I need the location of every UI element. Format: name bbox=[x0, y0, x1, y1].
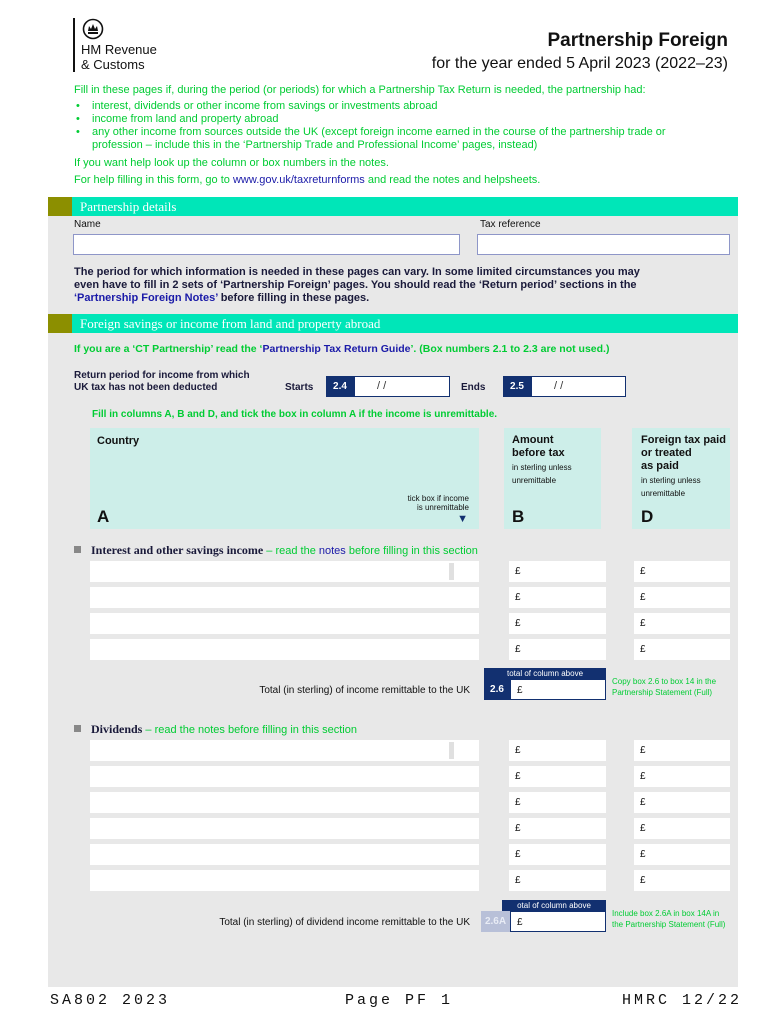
dividend-amount-input-3[interactable]: £ bbox=[509, 792, 606, 813]
section-bullet-icon bbox=[74, 725, 81, 732]
hmrc-logo bbox=[73, 18, 173, 74]
interest-country-input-1[interactable] bbox=[90, 561, 479, 582]
return-period-label-1: Return period for income from which bbox=[74, 370, 250, 381]
start-date-input[interactable]: / / bbox=[354, 376, 450, 397]
dividend-tax-input-4[interactable]: £ bbox=[634, 818, 730, 839]
dividend-country-input-5[interactable] bbox=[90, 844, 479, 865]
name-input[interactable] bbox=[73, 234, 460, 255]
section-bullet-icon bbox=[74, 546, 81, 553]
interest-country-input-2[interactable] bbox=[90, 587, 479, 608]
dividend-copy-note-2: the Partnership Statement (Full) bbox=[612, 920, 726, 929]
column-d-title-3: as paid bbox=[641, 460, 679, 472]
starts-label: Starts bbox=[285, 382, 314, 393]
taxreturnforms-link[interactable]: www.gov.uk/taxreturnforms bbox=[232, 174, 365, 186]
interest-amount-input-4[interactable]: £ bbox=[509, 639, 606, 660]
column-a-tick-note-2: is unremittable bbox=[416, 503, 469, 512]
down-arrow-icon: ▼ bbox=[457, 513, 468, 525]
column-d-title-1: Foreign tax paid bbox=[641, 434, 726, 446]
return-period-label-2: UK tax has not been deducted bbox=[74, 382, 218, 393]
column-b-header bbox=[504, 428, 601, 529]
intro-bullet-3-cont: profession – include this in the ‘Partnership Trade and Professional Income’ pages, instead) bbox=[92, 139, 538, 151]
interest-tax-input-3[interactable]: £ bbox=[634, 613, 730, 634]
box-2-6-number: 2.6 bbox=[484, 679, 510, 700]
column-d-note-2: unremittable bbox=[641, 489, 686, 498]
dividends-section-title: Dividends – read the notes before filling in this section bbox=[91, 722, 357, 736]
intro-bullet-1: • interest, dividends or other income from savings or investments abroad bbox=[92, 100, 437, 113]
interest-amount-input-1[interactable]: £ bbox=[509, 561, 606, 582]
column-d-letter: D bbox=[641, 507, 654, 526]
partnership-foreign-notes-link[interactable]: ‘Partnership Foreign Notes’ bbox=[74, 292, 218, 304]
dividend-country-input-2[interactable] bbox=[90, 766, 479, 787]
interest-country-input-3[interactable] bbox=[90, 613, 479, 634]
ct-partnership-note: If you are a ‘CT Partnership’ read the ‘Partnership Tax Return Guide’. (Box numbers 2.1 to 2.3 are not used.) bbox=[74, 343, 610, 355]
box-2-5-number: 2.5 bbox=[503, 376, 531, 397]
dividend-copy-note-1: Include box 2.6A in box 14A in bbox=[612, 909, 720, 918]
interest-tax-input-1[interactable]: £ bbox=[634, 561, 730, 582]
scrollbar[interactable] bbox=[449, 563, 454, 580]
box-2-6a-number: 2.6A bbox=[481, 911, 510, 932]
crest-icon bbox=[82, 18, 104, 40]
dividend-total-label: Total (in sterling) of dividend income remittable to the UK bbox=[219, 917, 470, 928]
column-b-title-1: Amount bbox=[512, 434, 554, 446]
intro-help-2: For help filling in this form, go to www.gov.uk/taxreturnforms and read the notes and helpsheets. bbox=[74, 174, 541, 186]
column-a-letter: A bbox=[97, 507, 110, 526]
interest-tax-input-4[interactable]: £ bbox=[634, 639, 730, 660]
band-tab bbox=[48, 197, 72, 216]
intro-bullet-2: • income from land and property abroad bbox=[92, 113, 279, 126]
dividend-amount-input-6[interactable]: £ bbox=[509, 870, 606, 891]
column-d-header bbox=[632, 428, 730, 529]
interest-total-input[interactable]: £ bbox=[510, 679, 606, 700]
fill-columns-instruction: Fill in columns A, B and D, and tick the box in column A if the income is unremittable. bbox=[92, 409, 498, 420]
box-2-4-number: 2.4 bbox=[326, 376, 354, 397]
dividend-country-input-4[interactable] bbox=[90, 818, 479, 839]
dividend-tax-input-3[interactable]: £ bbox=[634, 792, 730, 813]
interest-notes-link[interactable]: notes bbox=[318, 545, 346, 557]
column-a-tick-note-1: tick box if income bbox=[407, 494, 469, 503]
interest-copy-note-1: Copy box 2.6 to box 14 in the bbox=[612, 677, 717, 686]
column-d-note-1: in sterling unless bbox=[641, 476, 701, 485]
dividend-tax-input-1[interactable]: £ bbox=[634, 740, 730, 761]
logo-line-2: & Customs bbox=[81, 57, 145, 72]
period-note-1: The period for which information is needed in these pages can vary. In some limited circumstances you may bbox=[74, 266, 640, 278]
form-title: Partnership Foreign bbox=[547, 30, 728, 51]
hmrc-version: HMRC 12/22 bbox=[621, 992, 742, 1009]
dividend-amount-input-1[interactable]: £ bbox=[509, 740, 606, 761]
logo-line-1: HM Revenue bbox=[81, 42, 157, 57]
band-tab bbox=[48, 314, 72, 333]
period-note-3: ‘Partnership Foreign Notes’ before filling in these pages. bbox=[74, 292, 370, 304]
column-b-title-2: before tax bbox=[512, 447, 565, 459]
interest-total-label: Total (in sterling) of income remittable to the UK bbox=[259, 685, 470, 696]
dividend-amount-input-5[interactable]: £ bbox=[509, 844, 606, 865]
column-b-letter: B bbox=[512, 507, 525, 526]
intro-lead: Fill in these pages if, during the period (or periods) for which a Partnership Tax Return is needed, the partnership had: bbox=[74, 84, 646, 96]
dividend-country-input-1[interactable] bbox=[90, 740, 479, 761]
end-date-input[interactable]: / / bbox=[531, 376, 626, 397]
dividend-tax-input-2[interactable]: £ bbox=[634, 766, 730, 787]
column-a-title: Country bbox=[97, 435, 140, 447]
column-b-note-1: in sterling unless bbox=[512, 463, 572, 472]
intro-bullet-3: • any other income from sources outside the UK (except foreign income earned in the course of the partnership trade or bbox=[92, 126, 666, 139]
interest-copy-note-2: Partnership Statement (Full) bbox=[612, 688, 713, 697]
dividend-country-input-3[interactable] bbox=[90, 792, 479, 813]
interest-country-input-4[interactable] bbox=[90, 639, 479, 660]
interest-tax-input-2[interactable]: £ bbox=[634, 587, 730, 608]
interest-amount-input-2[interactable]: £ bbox=[509, 587, 606, 608]
ends-label: Ends bbox=[461, 382, 486, 393]
intro-help-1: If you want help look up the column or box numbers in the notes. bbox=[74, 157, 389, 169]
interest-total-bar: total of column above bbox=[484, 668, 606, 679]
dividend-amount-input-2[interactable]: £ bbox=[509, 766, 606, 787]
logo-rule bbox=[73, 18, 75, 72]
column-d-title-2: or treated bbox=[641, 447, 692, 459]
interest-section-title: Interest and other savings income – read the notes before filling in this section bbox=[91, 543, 478, 557]
dividend-country-input-6[interactable] bbox=[90, 870, 479, 891]
dividend-amount-input-4[interactable]: £ bbox=[509, 818, 606, 839]
column-b-note-2: unremittable bbox=[512, 476, 557, 485]
name-label: Name bbox=[74, 219, 101, 230]
form-subtitle: for the year ended 5 April 2023 (2022–23) bbox=[431, 55, 728, 72]
tax-reference-label: Tax reference bbox=[480, 219, 541, 230]
dividend-tax-input-6[interactable]: £ bbox=[634, 870, 730, 891]
scrollbar[interactable] bbox=[449, 742, 454, 759]
foreign-savings-heading: Foreign savings or income from land and property abroad bbox=[80, 316, 381, 331]
page-number: Page PF 1 bbox=[345, 992, 454, 1009]
period-note-2: even have to fill in 2 sets of ‘Partnership Foreign’ pages. You should read the ‘Return period’ sections in the bbox=[74, 279, 637, 291]
interest-amount-input-3[interactable]: £ bbox=[509, 613, 606, 634]
form-code: SA802 2023 bbox=[50, 992, 171, 1009]
dividend-total-input[interactable]: £ bbox=[510, 911, 606, 932]
column-a-header bbox=[90, 428, 479, 529]
partnership-details-heading: Partnership details bbox=[80, 199, 177, 214]
tax-reference-input[interactable] bbox=[477, 234, 730, 255]
tax-return-guide-link[interactable]: Partnership Tax Return Guide bbox=[262, 343, 411, 355]
dividend-tax-input-5[interactable]: £ bbox=[634, 844, 730, 865]
dividend-total-bar: otal of column above bbox=[502, 900, 606, 911]
